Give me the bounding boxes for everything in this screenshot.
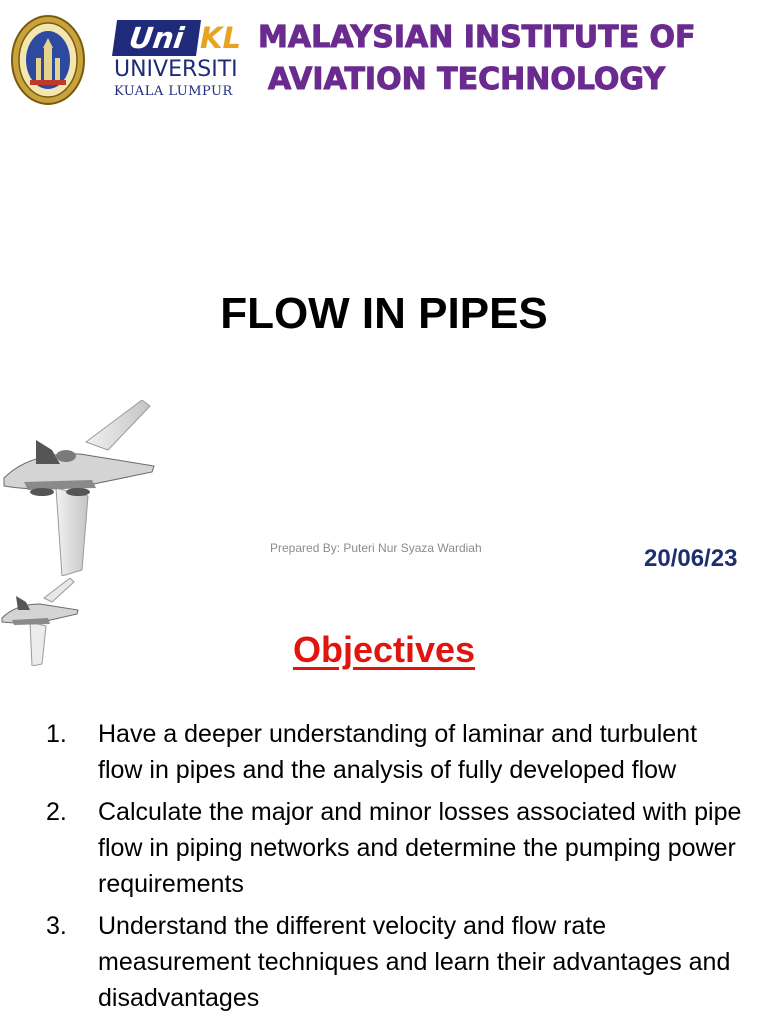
objectives-heading: Objectives <box>292 629 476 670</box>
objective-number: 3. <box>46 912 67 940</box>
unikl-logo <box>112 20 242 100</box>
objective-item <box>46 794 746 902</box>
objective-number: 2. <box>46 798 67 826</box>
objective-item <box>46 716 746 788</box>
objective-text: Understand the different velocity and flow rate measurement techniques and learn their advantages and disadvantages <box>98 912 731 1012</box>
objective-text: Have a deeper understanding of laminar and turbulent flow in pipes and the analysis of fully developed flow <box>98 720 698 784</box>
date-text: 20/06/23 <box>644 545 738 572</box>
institute-name-line-2: AVIATION TECHNOLOGY <box>268 62 666 97</box>
prepared-by-text: Prepared By: Puteri Nur Syaza Wardiah <box>270 541 482 555</box>
logo-kl-text: KL <box>200 21 241 55</box>
objective-item <box>46 908 746 1016</box>
objective-text: Calculate the major and minor losses associated with pipe flow in piping networks and determine the pumping power requirements <box>98 798 742 898</box>
logo-kuala-lumpur-text: KUALA LUMPUR <box>114 84 233 99</box>
objectives-list <box>46 716 746 1022</box>
logo-universiti-text: UNIVERSITI <box>114 57 238 82</box>
objective-number: 1. <box>46 720 67 748</box>
fighter-jet-icon <box>0 400 160 576</box>
logo-uni-text: Uni <box>112 20 201 56</box>
institute-name-line-1: MALAYSIAN INSTITUTE OF <box>258 20 696 55</box>
page-title: FLOW IN PIPES <box>220 289 548 338</box>
university-seal-icon <box>10 14 86 106</box>
